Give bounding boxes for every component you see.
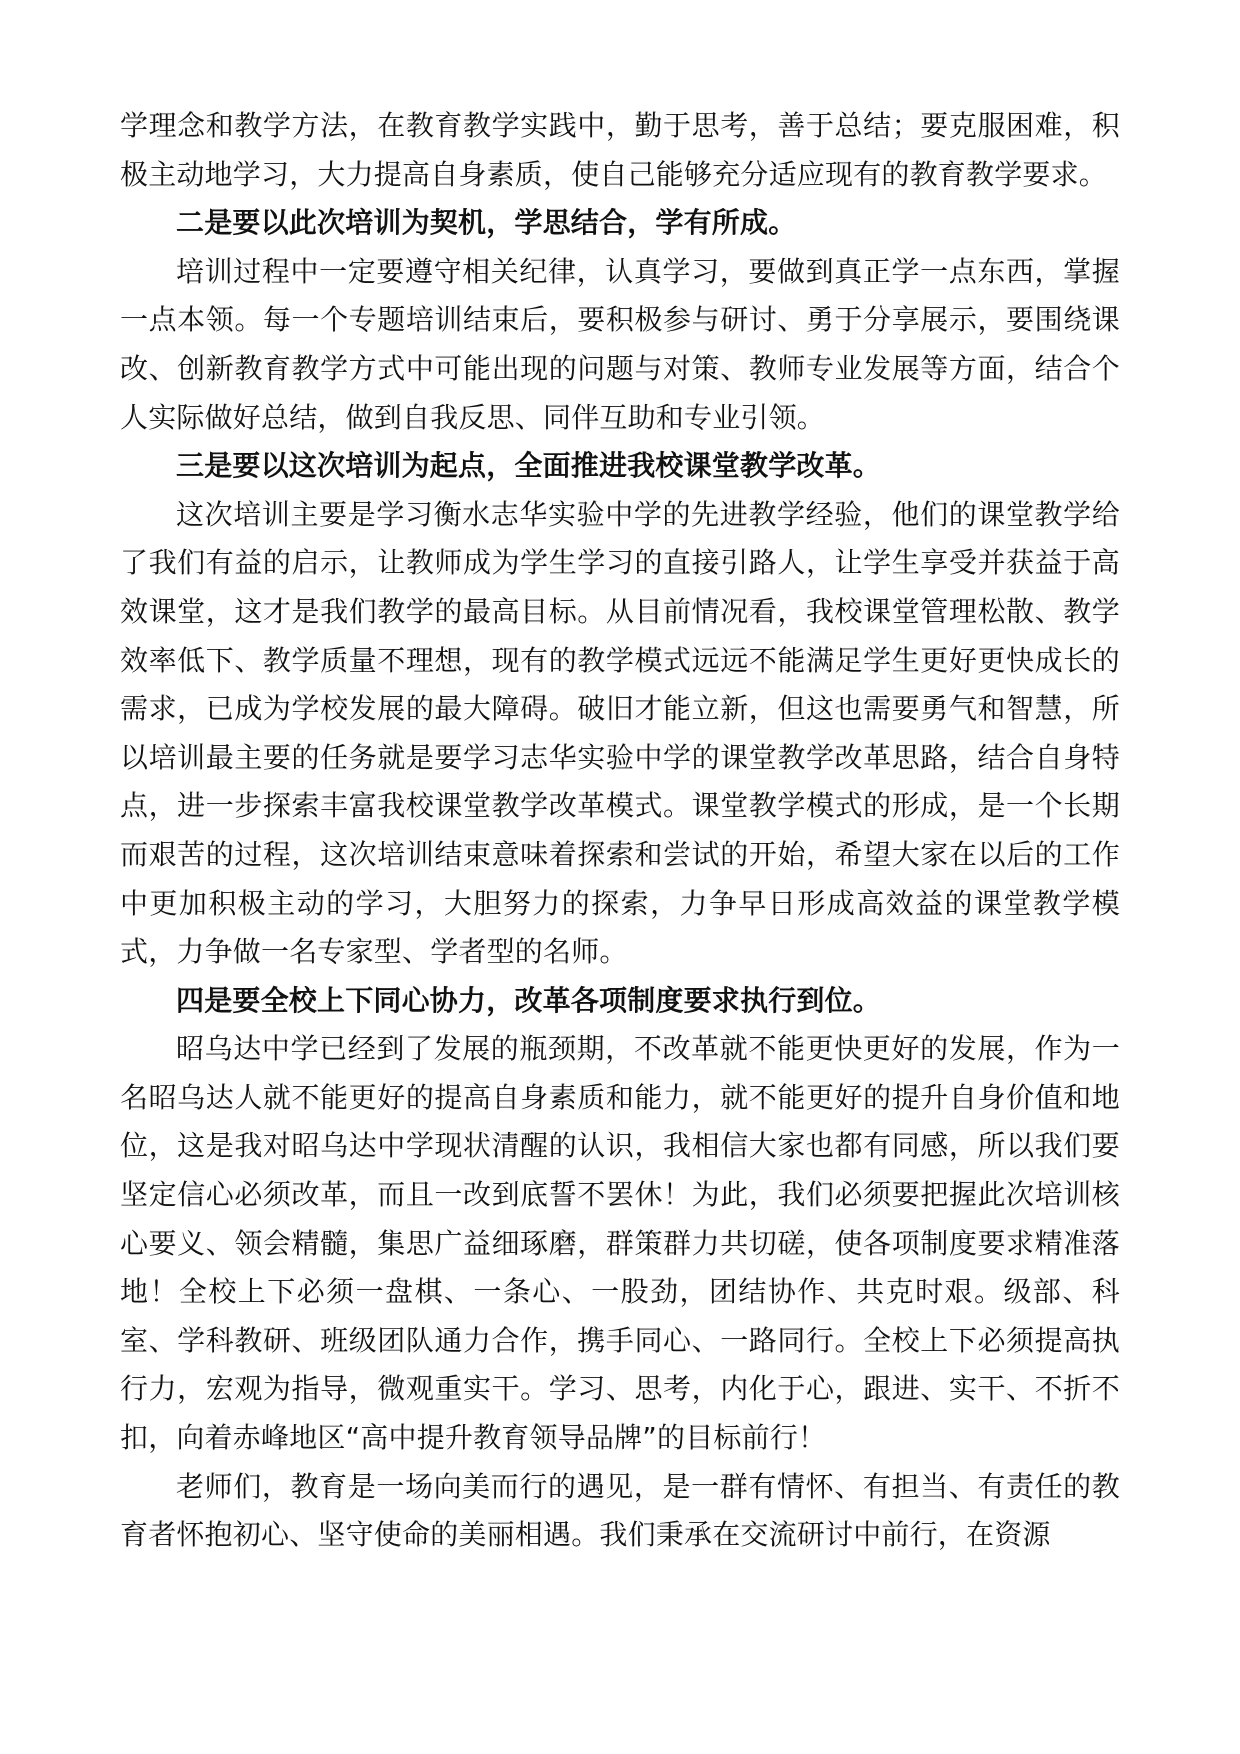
paragraph-continued-text: 学理念和教学方法，在教育教学实践中，勤于思考，善于总结；要克服困难，积极主动地学习，大力提高自身素质，使自己能够充分适应现有的教育教学要求。 bbox=[120, 109, 1120, 191]
paragraph-closing-address: 老师们，教育是一场向美而行的遇见，是一群有情怀、有担当、有责任的教育者怀抱初心、坚守使命的美丽相遇。我们秉承在交流研讨中前行，在资源 bbox=[120, 1469, 1120, 1552]
section-heading-three: 三是要以这次培训为起点，全面推进我校课堂教学改革。 bbox=[176, 449, 882, 483]
paragraph-training-discipline: 培训过程中一定要遵守相关纪律，认真学习，要做到真正学一点东西，掌握一点本领。每一个专题培训结束后，要积极参与研讨、勇于分享展示，要围绕课改、创新教育教学方式中可能出现的问题与对策、教师专业发展等方面，结合个人实际做好总结，做到自我反思、同伴互助和专业引领。 bbox=[120, 254, 1120, 434]
section-heading-four: 四是要全校上下同心协力，改革各项制度要求执行到位。 bbox=[176, 983, 882, 1017]
document-page bbox=[120, 102, 1120, 1560]
section-heading-two: 二是要以此次培训为契机，学思结合，学有所成。 bbox=[176, 206, 797, 240]
paragraph-classroom-reform: 这次培训主要是学习衡水志华实验中学的先进教学经验，他们的课堂教学给了我们有益的启示，让教师成为学生学习的直接引路人，让学生享受并获益于高效课堂，这才是我们教学的最高目标。从目前情况看，我校课堂管理松散、教学效率低下、教学质量不理想，现有的教学模式远远不能满足学生更好更快成长的需求，已成为学校发展的最大障碍。破旧才能立新，但这也需要勇气和智慧，所以培训最主要的任务就是要学习志华实验中学的课堂教学改革思路，结合自身特点，进一步探索丰富我校课堂教学改革模式。课堂教学模式的形成，是一个长期而艰苦的过程，这次培训结束意味着探索和尝试的开始，希望大家在以后的工作中更加积极主动的学习，大胆努力的探索，力争早日形成高效益的课堂教学模式，力争做一名专家型、学者型的名师。 bbox=[120, 497, 1120, 969]
paragraph-school-unity: 昭乌达中学已经到了发展的瓶颈期，不改革就不能更快更好的发展，作为一名昭乌达人就不能更好的提高自身素质和能力，就不能更好的提升自身价值和地位，这是我对昭乌达中学现状清醒的认识，我相信大家也都有同感，所以我们要坚定信心必须改革，而且一改到底誓不罢休！为此，我们必须要把握此次培训核心要义、领会精髓，集思广益细琢磨，群策群力共切磋，使各项制度要求精准落地！全校上下必须一盘棋、一条心、一股劲，团结协作、共克时艰。级部、科室、学科教研、班级团队通力合作，携手同心、一路同行。全校上下必须提高执行力，宏观为指导，微观重实干。学习、思考，内化于心，跟进、实干、不折不扣，向着赤峰地区“高中提升教育领导品牌”的目标前行！ bbox=[120, 1032, 1120, 1455]
